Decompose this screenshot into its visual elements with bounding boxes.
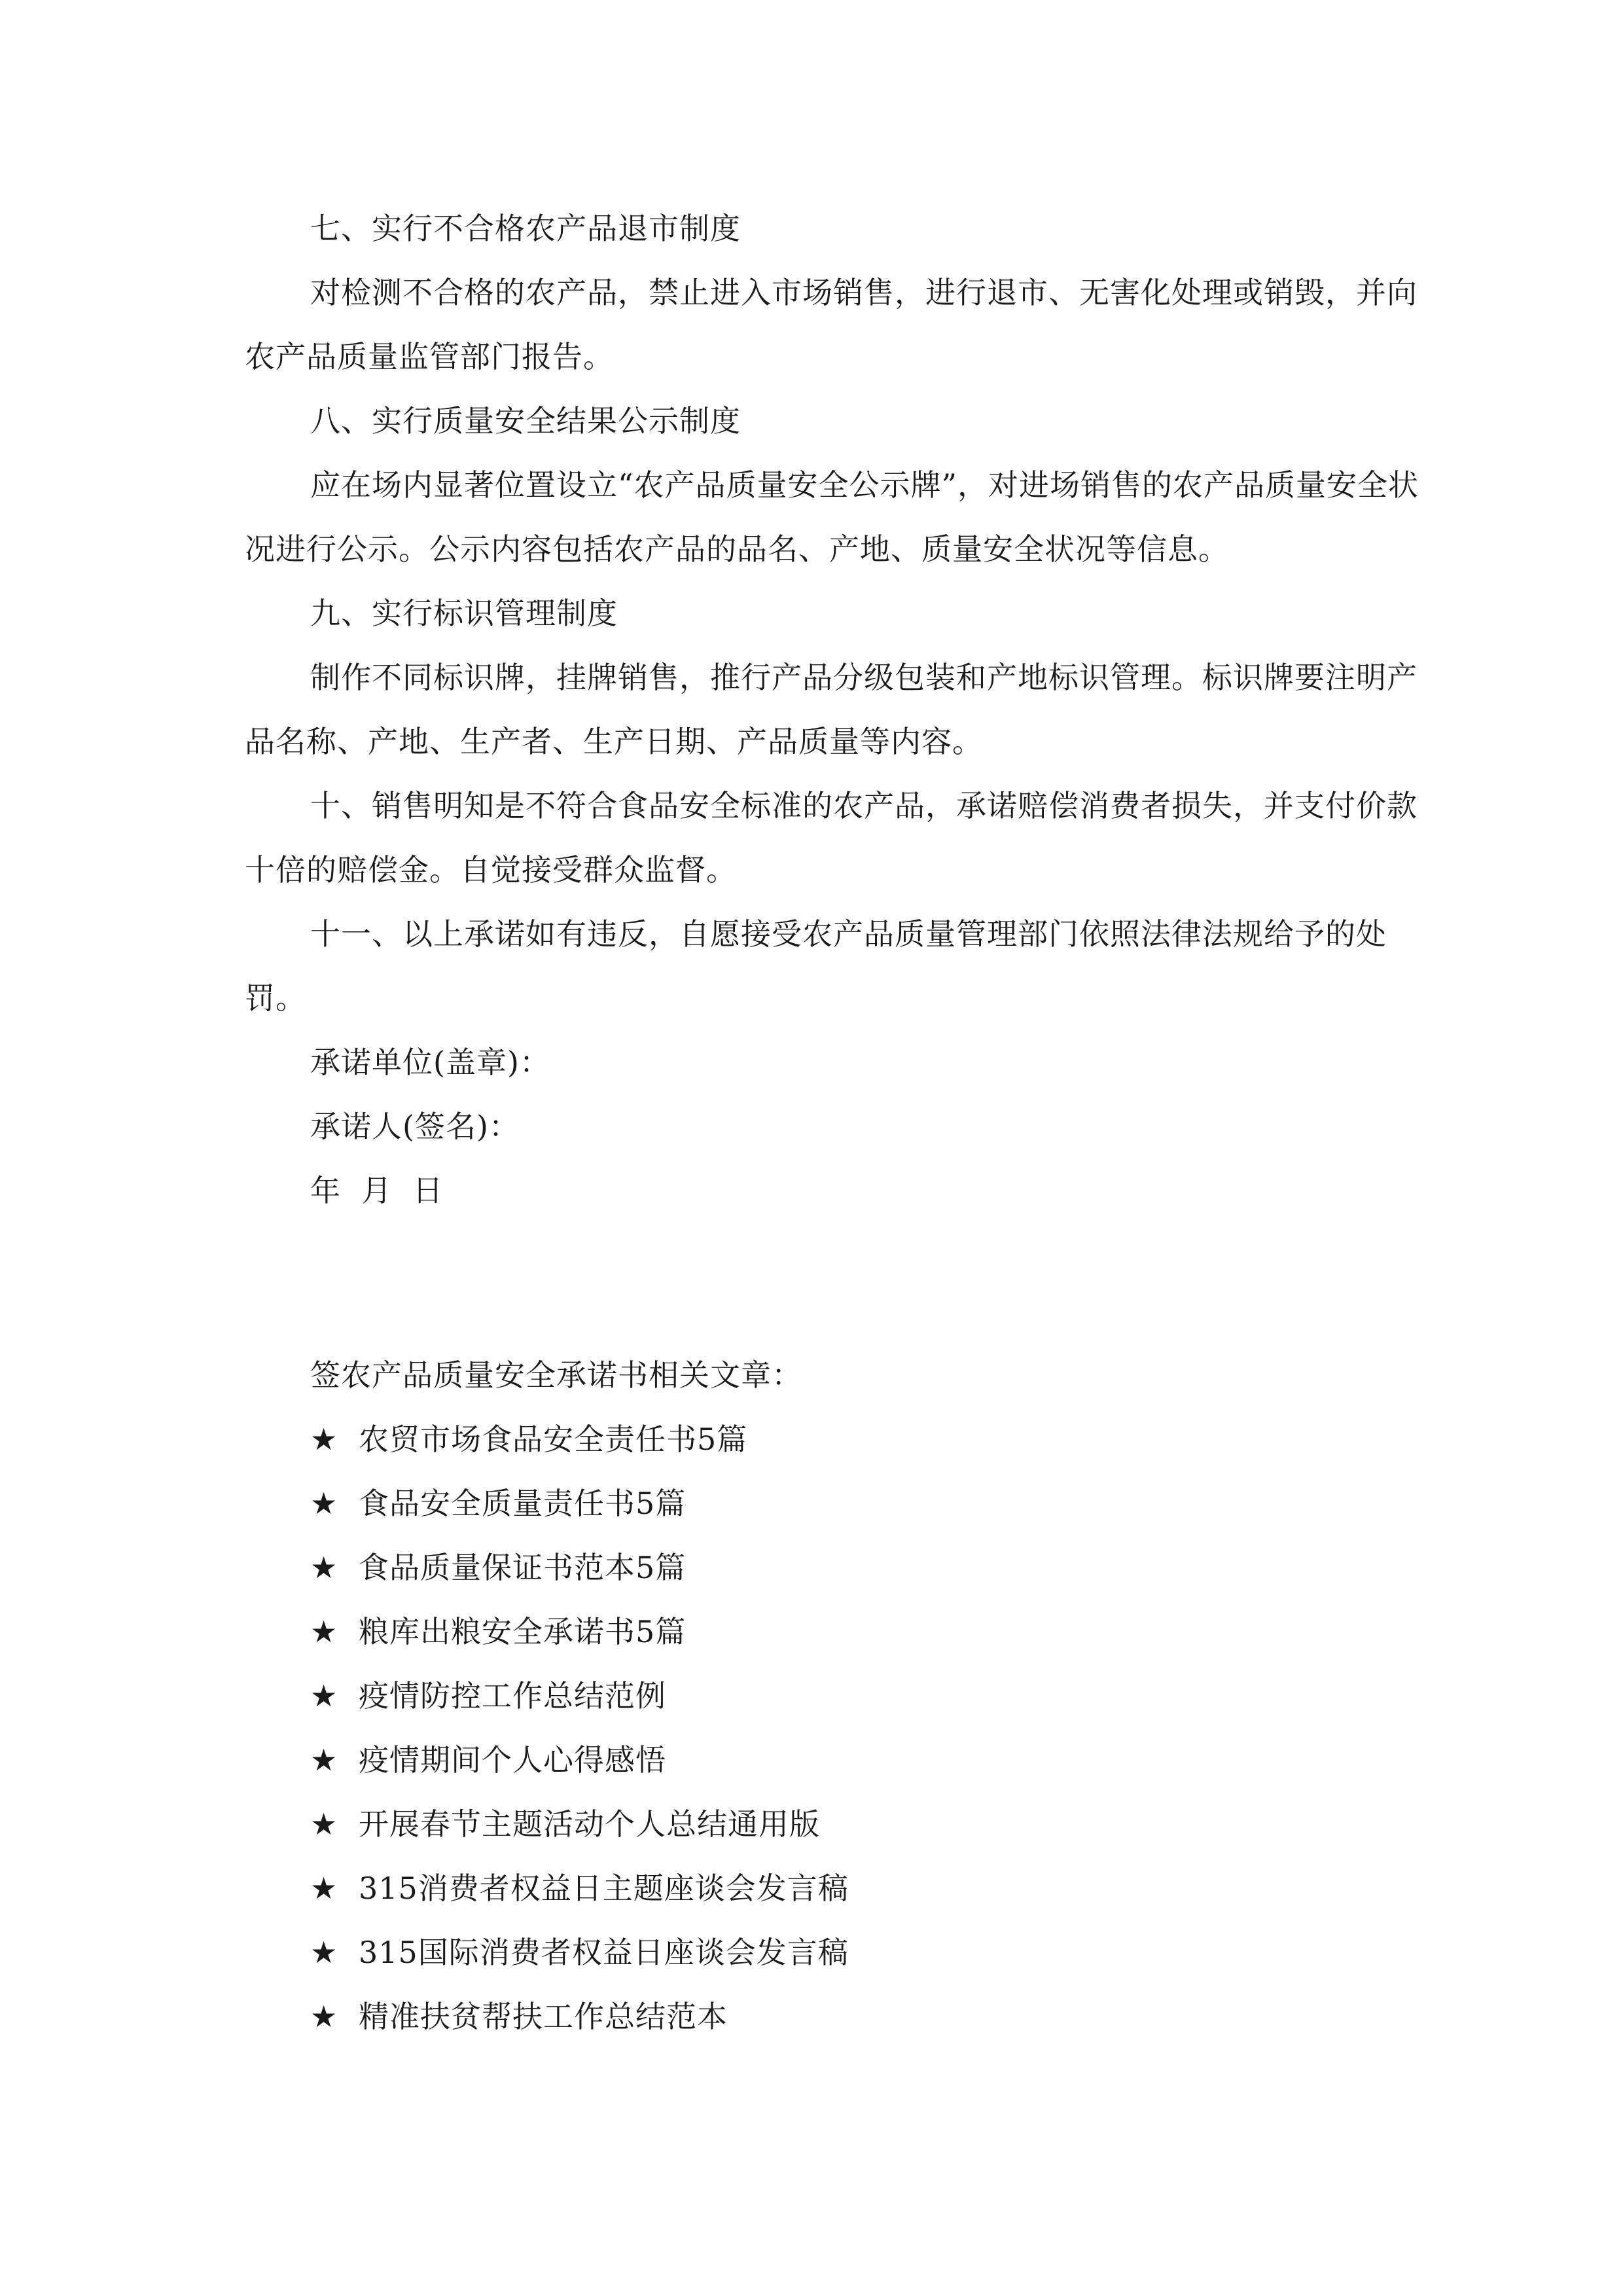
star-icon: ★ [310,1678,338,1713]
star-icon: ★ [310,1486,338,1521]
related-article-title[interactable]: 食品质量保证书范本5篇 [359,1550,687,1585]
star-icon: ★ [310,1999,338,2034]
related-article-link[interactable] [310,1600,1423,1664]
signatory-person-line: 承诺人(签名)： [310,1109,520,1144]
signatory-unit-line: 承诺单位(盖章)： [310,1045,550,1080]
star-icon: ★ [310,1935,338,1970]
date-line: 年 月 日 [310,1173,444,1208]
section-10: 十、销售明知是不符合食品安全标准的农产品，承诺赔偿消费者损失，并支付价款十倍的赔偿金。自觉接受群众监督。 [245,788,1418,888]
related-article-title[interactable]: 粮库出粮安全承诺书5篇 [359,1614,687,1649]
related-article-title[interactable]: 开展春节主题活动个人总结通用版 [359,1806,820,1842]
section-11: 十一、以上承诺如有违反，自愿接受农产品质量管理部门依照法律法规给予的处罚。 [245,916,1387,1016]
related-article-link[interactable] [310,1792,1423,1856]
related-articles-title: 签农产品质量安全承诺书相关文章： [310,1357,802,1393]
star-icon: ★ [310,1614,338,1649]
section-body-7: 对检测不合格的农产品，禁止进入市场销售，进行退市、无害化处理或销毁，并向农产品质量监管部门报告。 [245,275,1418,374]
related-article-title[interactable]: 食品安全质量责任书5篇 [359,1486,687,1521]
section-heading-8: 八、实行质量安全结果公示制度 [310,403,741,439]
related-article-title[interactable]: 疫情防控工作总结范例 [359,1678,666,1713]
related-article-title[interactable]: 315国际消费者权益日座谈会发言稿 [359,1935,849,1970]
star-icon: ★ [310,1806,338,1842]
star-icon: ★ [310,1742,338,1778]
section-heading-9: 九、实行标识管理制度 [310,596,618,631]
related-article-link[interactable] [310,1920,1423,1984]
related-article-link[interactable] [310,1471,1423,1535]
related-article-link[interactable] [310,1407,1423,1471]
section-heading-7: 七、实行不合格农产品退市制度 [310,211,741,246]
document-body [245,196,1423,1223]
related-article-title[interactable]: 精准扶贫帮扶工作总结范本 [359,1999,728,2034]
related-article-link[interactable] [310,1535,1423,1600]
related-article-link[interactable] [310,1856,1423,1920]
star-icon: ★ [310,1550,338,1585]
related-article-title[interactable]: 315消费者权益日主题座谈会发言稿 [359,1871,849,1906]
related-articles [310,1343,1423,2049]
star-icon: ★ [310,1871,338,1906]
section-body-9: 制作不同标识牌，挂牌销售，推行产品分级包装和产地标识管理。标识牌要注明产品名称、产地、生产者、生产日期、产品质量等内容。 [245,660,1418,759]
section-body-8: 应在场内显著位置设立“农产品质量安全公示牌”，对进场销售的农产品质量安全状况进行公示。公示内容包括农产品的品名、产地、质量安全状况等信息。 [245,467,1419,567]
related-article-title[interactable]: 疫情期间个人心得感悟 [359,1742,666,1778]
star-icon: ★ [310,1422,338,1457]
related-article-link[interactable] [310,1664,1423,1728]
related-article-link[interactable] [310,1728,1423,1792]
related-article-link[interactable] [310,1984,1423,2049]
related-articles-list [310,1407,1423,2049]
related-article-title[interactable]: 农贸市场食品安全责任书5篇 [359,1422,748,1457]
